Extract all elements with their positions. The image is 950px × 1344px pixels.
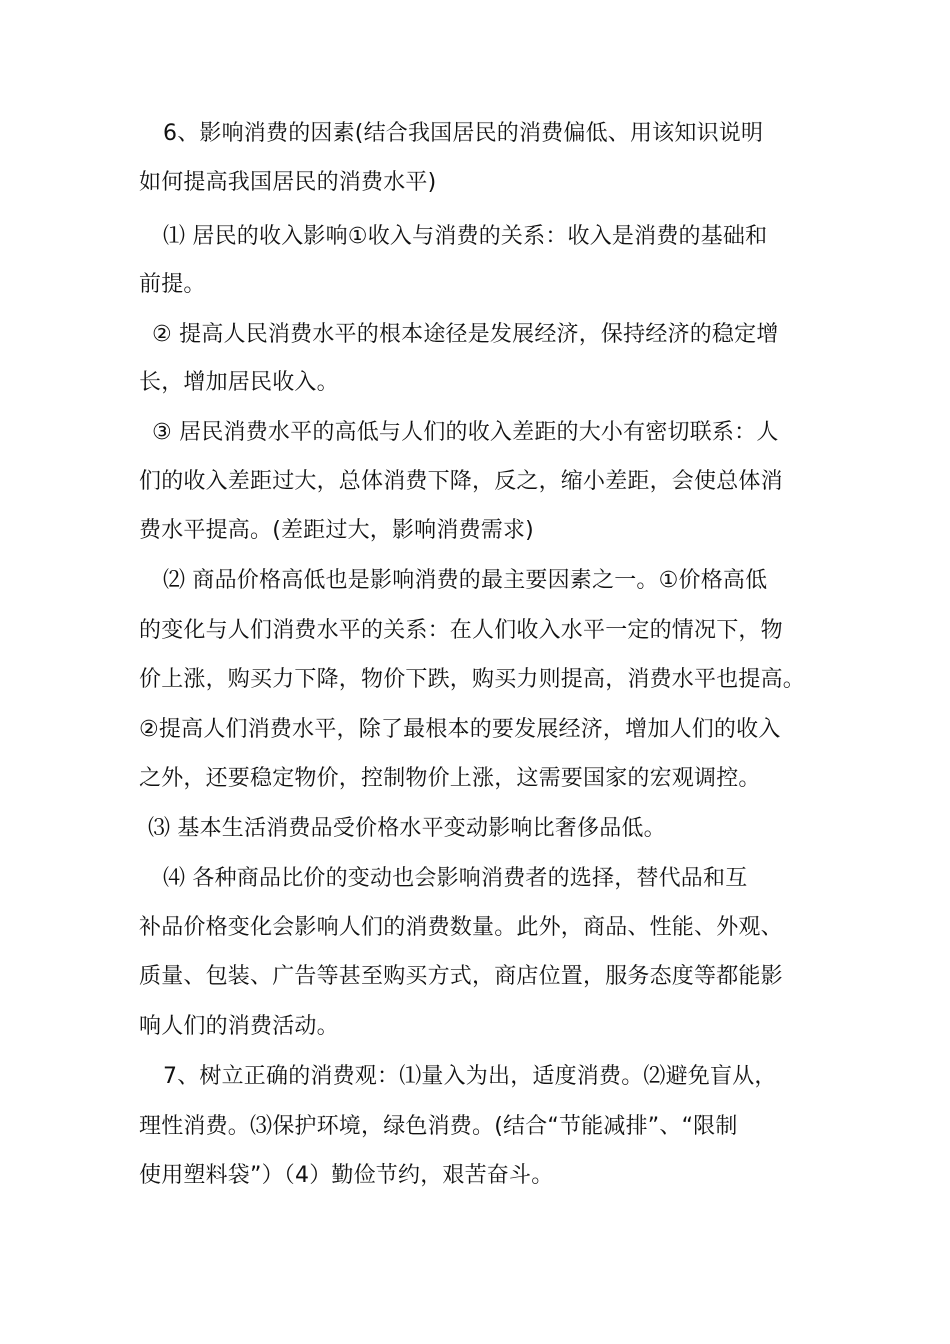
item-3-line-1: ⑶ 基本生活消费品受价格水平变动影响比奢侈品低。 [148,816,666,841]
item-1-3-line-1: ③ 居民消费水平的高低与人们的收入差距的大小有密切联系：人 [152,420,779,445]
heading-6-line-2: 如何提高我国居民的消费水平) [139,170,437,195]
item-1-3-line-2: 们的收入差距过大，总体消费下降，反之，缩小差距，会使总体消 [139,469,783,494]
heading-7-line-3: 使用塑料袋”）（4）勤俭节约，艰苦奋斗。 [139,1163,554,1188]
item-1-line-2: 前提。 [139,272,206,297]
item-4-line-2: 补品价格变化会影响人们的消费数量。此外，商品、性能、外观、 [139,915,783,940]
heading-6-line-1: 6、影响消费的因素(结合我国居民的消费偏低、用该知识说明 [163,121,764,146]
item-4-line-3: 质量、包装、广告等甚至购买方式，商店位置，服务态度等都能影 [139,964,783,989]
item-4-line-4: 响人们的消费活动。 [139,1014,339,1039]
item-1-2-line-1: ② 提高人民消费水平的根本途径是发展经济，保持经济的稳定增 [152,322,779,347]
item-1-2-line-2: 长，增加居民收入。 [139,370,339,395]
item-2-line-3: 价上涨，购买力下降，物价下跌，购买力则提高，消费水平也提高。 [139,667,806,692]
item-2-line-5: 之外，还要稳定物价，控制物价上涨，这需要国家的宏观调控。 [139,766,761,791]
heading-7-line-2: 理性消费。⑶保护环境，绿色消费。(结合“节能减排”、“限制 [139,1114,738,1139]
item-4-line-1: ⑷ 各种商品比价的变动也会影响消费者的选择，替代品和互 [163,866,748,891]
item-2-line-1: ⑵ 商品价格高低也是影响消费的最主要因素之一。①价格高低 [163,568,768,593]
item-2-line-4: ②提高人们消费水平，除了最根本的要发展经济，增加人们的收入 [139,717,781,742]
heading-7-line-1: 7、树立正确的消费观：⑴量入为出，适度消费。⑵避免盲从， [163,1064,777,1089]
item-2-line-2: 的变化与人们消费水平的关系：在人们收入水平一定的情况下，物 [139,618,783,643]
item-1-line-1: ⑴ 居民的收入影响①收入与消费的关系：收入是消费的基础和 [163,224,768,249]
item-1-3-line-3: 费水平提高。(差距过大，影响消费需求) [139,518,534,543]
